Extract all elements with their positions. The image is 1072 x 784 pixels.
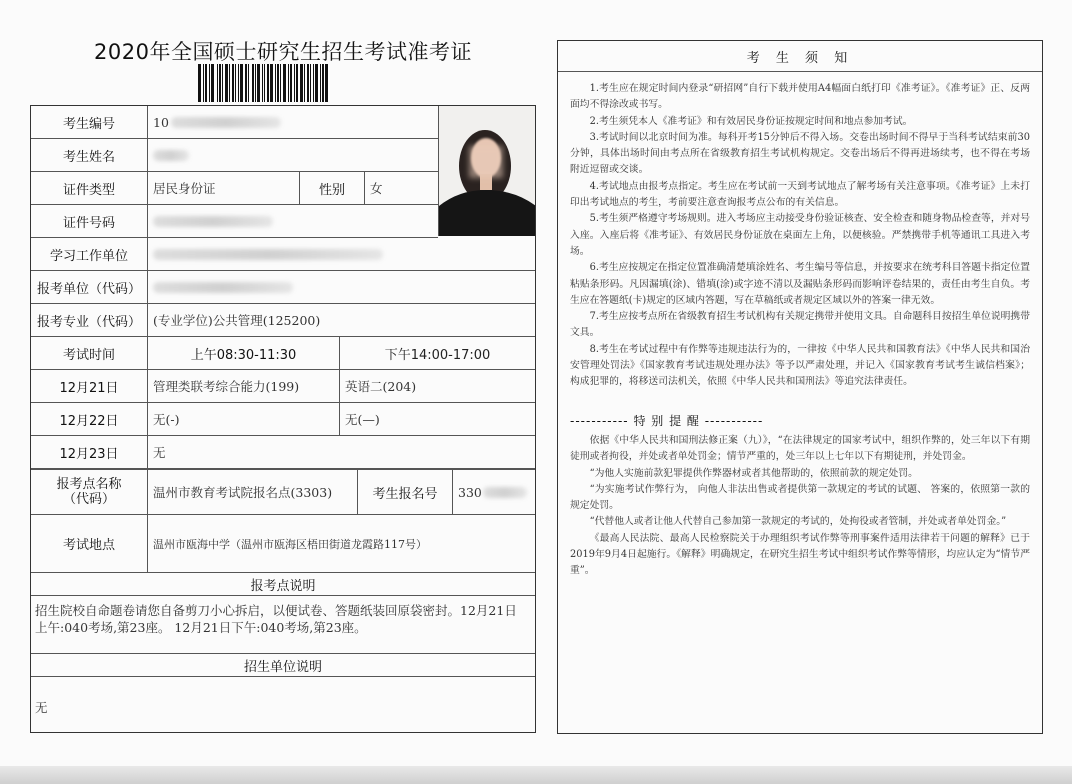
- redaction: [153, 282, 293, 293]
- schedule-row: [31, 370, 535, 403]
- notice-paragraph: 8.考生在考试过程中有作弊等违规违法行为的，一律按《中华人民共和国教育法》《中华人民共和国治安管理处罚法》《国家教育考试违规处理办法》等予以严肃处理，并记入《国家教育考试考生诚信档案》；构成犯罪的，将移送司法机关，依照《中华人民共和国刑法》等追究法律责任。: [570, 343, 1030, 388]
- notice-paragraph: 6.考生应按规定在指定位置准确清楚填涂姓名、考生编号等信息，并按要求在统考科目答题卡指定位置粘贴条形码。凡因漏填(涂)、错填(涂)或字迹不清以及漏贴条形码而影响评卷结果的，责任由考生自负。考生应在答题纸(卡)规定的区域内答题，写在草稿纸或者规定区域以外的答案一律无效。: [570, 262, 1031, 306]
- value-candidate-no: [148, 106, 438, 138]
- special-paragraph: 依据《中华人民共和国刑法修正案（九）》，“在法律规定的国家考试中，组织作弊的，处三年以下有期徒刑或者拘役，并处或者单处罚金；情节严重的，处三年以上七年以下有期徒刑，并处罚金。: [570, 434, 1030, 463]
- notice-title: 考 生 须 知: [558, 41, 1042, 72]
- value-site-name: 温州市教育考试院报名点(3303): [148, 470, 358, 514]
- row-apply-major: [31, 304, 535, 337]
- schedule-am-header: 上午08:30-11:30: [148, 337, 340, 369]
- notice-paragraph: 7.考生应按考点所在省级教育招生考试机构有关规定携带并使用文具。自命题科目按招生单位说明携带文具。: [570, 311, 1031, 339]
- row-apply-unit: [31, 271, 535, 304]
- schedule-pm-header: 下午14:00-17:00: [384, 347, 491, 363]
- label-site-name: [31, 470, 148, 514]
- redaction: [171, 117, 281, 128]
- row-unit-note: [31, 677, 535, 732]
- label-site-name-text: 报考点名称（代码）: [56, 477, 122, 507]
- row-location: [31, 515, 535, 573]
- redaction: [153, 216, 273, 227]
- label-gender: 性别: [300, 172, 365, 204]
- notice-paragraph: 1.考生应在规定时间内登录“研招网”自行下载并使用A4幅面白纸打印《准考证》。《准考证》正、反两面均不得涂改或书写。: [570, 83, 1030, 111]
- admission-ticket-table: [30, 105, 536, 733]
- label-work-unit: 学习工作单位: [31, 238, 148, 270]
- value-apply-major: (专业学位)公共管理(125200): [153, 313, 321, 328]
- row-id-no: [31, 205, 438, 238]
- label-exam-time: 考试时间: [31, 337, 148, 369]
- row-candidate-no: [31, 106, 438, 139]
- site-note-heading: 报考点说明: [250, 578, 316, 594]
- ticket-title: 2020年全国硕士研究生招生考试准考证: [94, 40, 472, 64]
- redaction: [483, 487, 527, 498]
- row-unit-note-head: [31, 654, 535, 677]
- row-site-note-head: [31, 573, 535, 596]
- schedule-date: 12月23日: [31, 436, 148, 468]
- value-location: 温州市瓯海中学（温州市瓯海区梧田街道龙霞路117号）: [153, 537, 427, 551]
- row-name: [31, 139, 438, 172]
- value-id-no: [148, 205, 438, 237]
- row-schedule-header: [31, 337, 535, 370]
- candidate-no-prefix: 10: [153, 114, 169, 130]
- value-name: [148, 139, 438, 171]
- label-location: 考试地点: [31, 515, 148, 572]
- schedule-am-subject: 无: [153, 445, 166, 460]
- schedule-date: 12月22日: [31, 403, 148, 435]
- notice-body: [570, 81, 1030, 580]
- label-reg-no: 考生报名号: [358, 470, 453, 514]
- schedule-am-subject: 无(-): [148, 403, 340, 435]
- candidate-photo: [438, 106, 535, 236]
- special-reminder-title: ----------- 特 别 提 醒 -----------: [570, 413, 764, 428]
- notice-paragraph: 5.考生须严格遵守考场规则。进入考场应主动接受身份验证核查、安全检查和随身物品检查等，并对号入座。入座后将《准考证》、有效居民身份证放在桌面左上角，以便核验。严禁携带手机等通讯工具进入考场。: [570, 213, 1031, 257]
- label-name: 考生姓名: [31, 139, 148, 171]
- value-work-unit: [148, 238, 535, 270]
- label-apply-major: 报考专业（代码）: [31, 304, 148, 336]
- schedule-am-subject: 管理类联考综合能力(199): [148, 370, 340, 402]
- redaction: [153, 150, 189, 161]
- row-exam-site: [31, 469, 535, 515]
- unit-note-heading: 招生单位说明: [243, 659, 322, 675]
- unit-note-text: 无: [35, 700, 48, 715]
- value-apply-unit: [148, 271, 535, 303]
- value-gender: 女: [370, 181, 383, 196]
- special-paragraph: “代替他人或者让他人代替自己参加第一款规定的考试的，处拘役或者管制，并处或者单处罚金。”: [589, 516, 1007, 528]
- notice-paragraph: 2.考生须凭本人《准考证》和有效居民身份证按规定时间和地点参加考试。: [589, 115, 913, 127]
- row-work-unit: [31, 238, 535, 271]
- barcode: [198, 64, 378, 102]
- person-photo-icon: [439, 106, 535, 236]
- schedule-row: [31, 403, 535, 436]
- special-paragraph: “为实施考试作弊行为， 向他人非法出售或者提供第一款规定的考试的试题、 答案的，依照第一款的规定处罚。: [570, 483, 1030, 512]
- special-paragraph: 《最高人民法院、最高人民检察院关于办理组织考试作弊等刑事案件适用法律若干问题的解释》已于2019年9月4日起施行。《解释》明确规定，在研究生招生考试中组织考试作弊等情形，均应认定为“情节严重”。: [570, 532, 1030, 577]
- schedule-row: [31, 436, 535, 469]
- reg-no-prefix: 330: [458, 484, 482, 500]
- redaction: [153, 249, 383, 260]
- label-id-type: 证件类型: [31, 172, 148, 204]
- schedule-pm-subject: 英语二(204): [345, 379, 417, 394]
- label-id-no: 证件号码: [31, 205, 148, 237]
- candidate-notice: [557, 40, 1043, 734]
- notice-paragraph: 4.考试地点由报考点指定。考生应在考试前一天到考试地点了解考场有关注意事项。《准考证》上未打印出考试地点的考生，考前要注意查询报考点公布的有关信息。: [570, 180, 1030, 209]
- bottom-edge-shadow: [0, 766, 1072, 784]
- notice-paragraph: 3.考试时间以北京时间为准。每科开考15分钟后不得入场。交卷出场时间不得早于当科考试结束前30分钟，具体出场时间由考点所在省级教育招生考试机构规定。交卷出场后不得再进场续考，也不得在考场附近逗留或交谈。: [570, 131, 1030, 176]
- site-note-text: 招生院校自命题卷请您自备剪刀小心拆启，以便试卷、答题纸装回原袋密封。12月21日上午:040考场,第23座。 12月21日下午:040考场,第23座。: [35, 603, 517, 635]
- label-apply-unit: 报考单位（代码）: [31, 271, 148, 303]
- row-site-note: [31, 596, 535, 654]
- schedule-pm-subject: 无(—): [345, 412, 380, 427]
- value-reg-no: [453, 470, 535, 514]
- label-candidate-no: 考生编号: [31, 106, 148, 138]
- special-paragraph: “为他人实施前款犯罪提供作弊器材或者其他帮助的，依照前款的规定处罚。: [589, 467, 918, 479]
- value-id-type: 居民身份证: [148, 172, 300, 204]
- row-id-type: [31, 172, 438, 205]
- schedule-date: 12月21日: [31, 370, 148, 402]
